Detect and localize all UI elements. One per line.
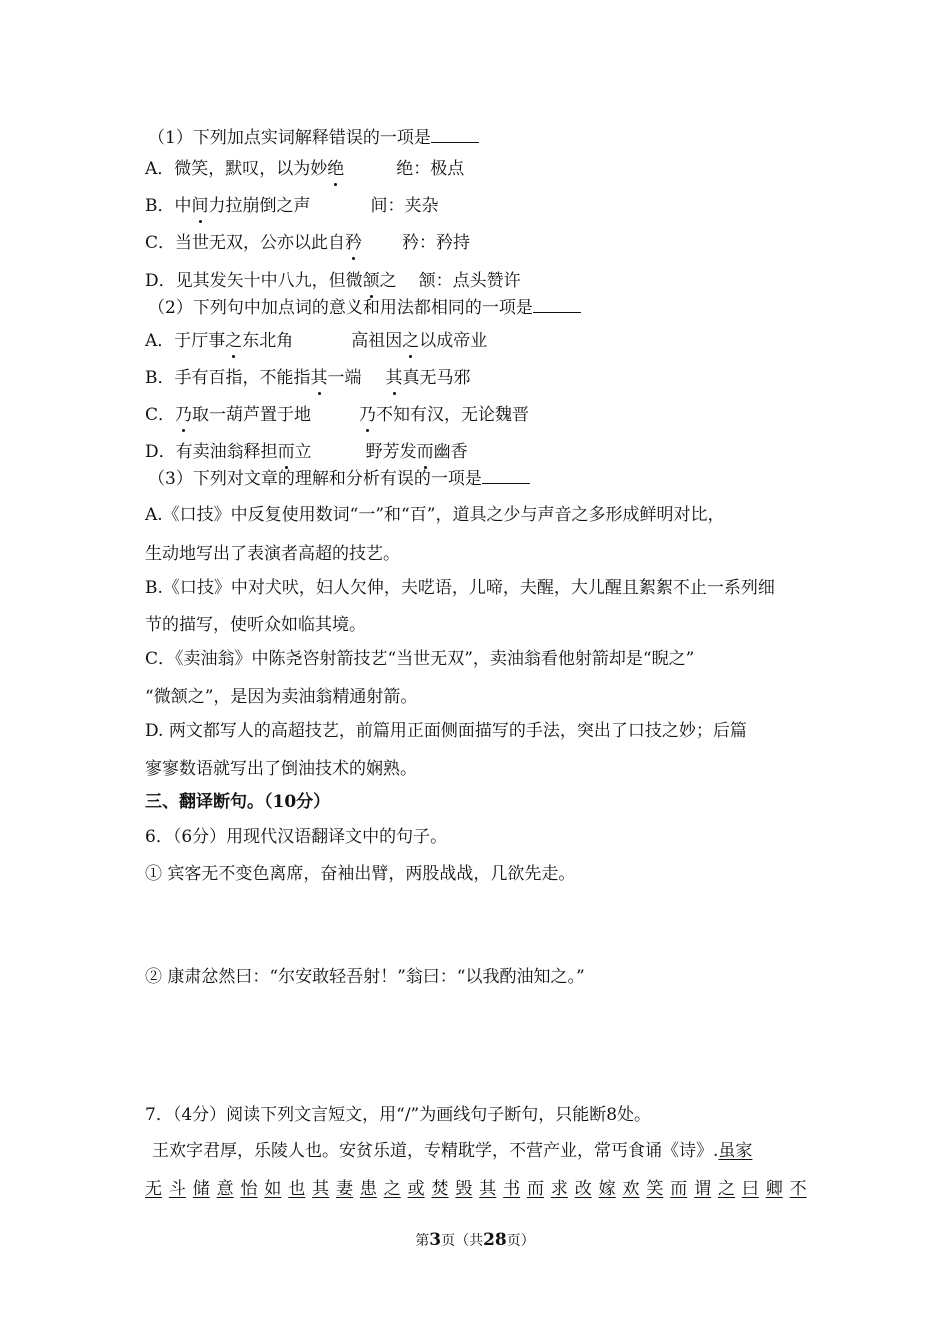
q6-stem: 6．（6分）用现代汉语翻译文中的句子。 [145, 827, 448, 847]
q5-part3-option-a-line2: 生动地写出了表演者高超的技艺。 [145, 544, 400, 564]
q7-passage-line2 [145, 1178, 807, 1200]
passage-char: 之 [383, 1179, 401, 1199]
q5-part3-stem: （3）下列对文章的理解和分析有误的一项是 [148, 467, 530, 490]
passage-char: 毁 [455, 1179, 473, 1199]
q5-part2-stem: （2）下列句中加点词的意义和用法都相同的一项是 [148, 296, 581, 319]
q5-part2-option-d[interactable]: D．有卖油翁释担而立 野芳发而幽香 [145, 442, 468, 462]
passage-char: 求 [550, 1179, 568, 1199]
q6-sentence-2: ② 康肃忿然曰：“尔安敢轻吾射！”翁曰：“以我酌油知之。” [145, 967, 585, 987]
q7-passage-line1: 王欢字君厚，乐陵人也。安贫乐道，专精耽学，不营产业，常丐食诵《诗》.虽家 [152, 1141, 753, 1161]
passage-char: 笑 [646, 1179, 664, 1199]
q5-part3-option-c-line1[interactable]: C．《卖油翁》中陈尧咨射箭技艺“当世无双”，卖油翁看他射箭却是“睨之” [145, 649, 695, 669]
passage-char: 而 [527, 1179, 544, 1199]
passage-char: 意 [216, 1179, 234, 1199]
underlined-sentence: 虽家 [718, 1141, 753, 1161]
q5-part1-stem: （1）下列加点实词解释错误的一项是 [148, 126, 479, 149]
passage-char: 之 [718, 1179, 735, 1199]
q5-part3-option-b-line1[interactable]: B.《口技》中对犬吠，妇人欠伸，夫呓语，儿啼，夫醒，大儿醒且絮絮不止一系列细 [145, 578, 775, 598]
passage-char: 也 [288, 1179, 306, 1199]
q5-part1-option-c[interactable]: C．当世无双，公亦以此自矜 矜：矜持 [145, 233, 471, 253]
passage-char: 卿 [765, 1179, 783, 1199]
q5-part3-option-c-line2: “微颔之”，是因为卖油翁精通射箭。 [145, 687, 418, 707]
q5-part2-option-b[interactable]: B．手有百指，不能指其一端 其真无马邪 [145, 368, 471, 388]
passage-char: 其 [312, 1179, 330, 1199]
passage-char: 如 [264, 1179, 282, 1199]
answer-blank [482, 467, 530, 484]
answer-blank [533, 296, 581, 313]
passage-char: 而 [670, 1179, 688, 1199]
page-footer: 第3页（共28页） [415, 1230, 535, 1250]
passage-char: 其 [479, 1179, 497, 1199]
q5-part3-option-d-line1[interactable]: D. 两文都写人的高超技艺，前篇用正面侧面描写的手法，突出了口技之妙；后篇 [145, 721, 747, 741]
q6-sentence-1: ① 宾客无不变色离席，奋袖出臂，两股战战，几欲先走。 [145, 864, 576, 884]
answer-blank [431, 126, 479, 143]
section-heading: 三、翻译断句。（10分） [145, 792, 331, 812]
passage-char: 曰 [741, 1179, 759, 1199]
passage-char: 焚 [431, 1179, 449, 1199]
q5-part2-option-a[interactable]: A．于厅事之东北角 高祖因之以成帝业 [145, 331, 488, 351]
passage-char: 欢 [622, 1179, 640, 1199]
passage-char: 患 [359, 1179, 377, 1199]
q5-part3-option-a-line1[interactable]: A.《口技》中反复使用数词“一”和“百”，道具之少与声音之多形成鲜明对比， [145, 505, 725, 525]
passage-char: 怡 [240, 1179, 258, 1199]
q5-part3-option-b-line2: 节的描写，使听众如临其境。 [145, 615, 366, 635]
passage-char: 不 [789, 1179, 807, 1199]
passage-char: 无 [145, 1179, 162, 1199]
q5-part1-option-a[interactable]: A．微笑，默叹，以为妙绝 绝：极点 [145, 159, 465, 179]
passage-char: 储 [192, 1179, 210, 1199]
q5-part2-option-c[interactable]: C．乃取一葫芦置于地 乃不知有汉，无论魏晋 [145, 405, 530, 425]
passage-char: 或 [407, 1179, 425, 1199]
q7-stem: 7．（4分）阅读下列文言短文，用“/”为画线句子断句，只能断8处。 [145, 1105, 652, 1125]
underlined-sentence [145, 1178, 807, 1200]
passage-char: 嫁 [598, 1179, 616, 1199]
q5-part1-option-d[interactable]: D．见其发矢十中八九，但微颔之 颔：点头赞许 [145, 271, 521, 291]
page-total: 28 [483, 1230, 507, 1250]
passage-char: 书 [503, 1179, 521, 1199]
passage-char: 谓 [694, 1179, 712, 1199]
q5-part1-option-b[interactable]: B．中间力拉崩倒之声 间：夹杂 [145, 196, 439, 216]
page-number: 3 [429, 1230, 442, 1250]
passage-char: 斗 [168, 1179, 186, 1199]
q5-part3-option-d-line2: 寥寥数语就写出了倒油技术的娴熟。 [145, 759, 417, 779]
passage-char: 改 [574, 1179, 592, 1199]
passage-char: 妻 [336, 1179, 353, 1199]
